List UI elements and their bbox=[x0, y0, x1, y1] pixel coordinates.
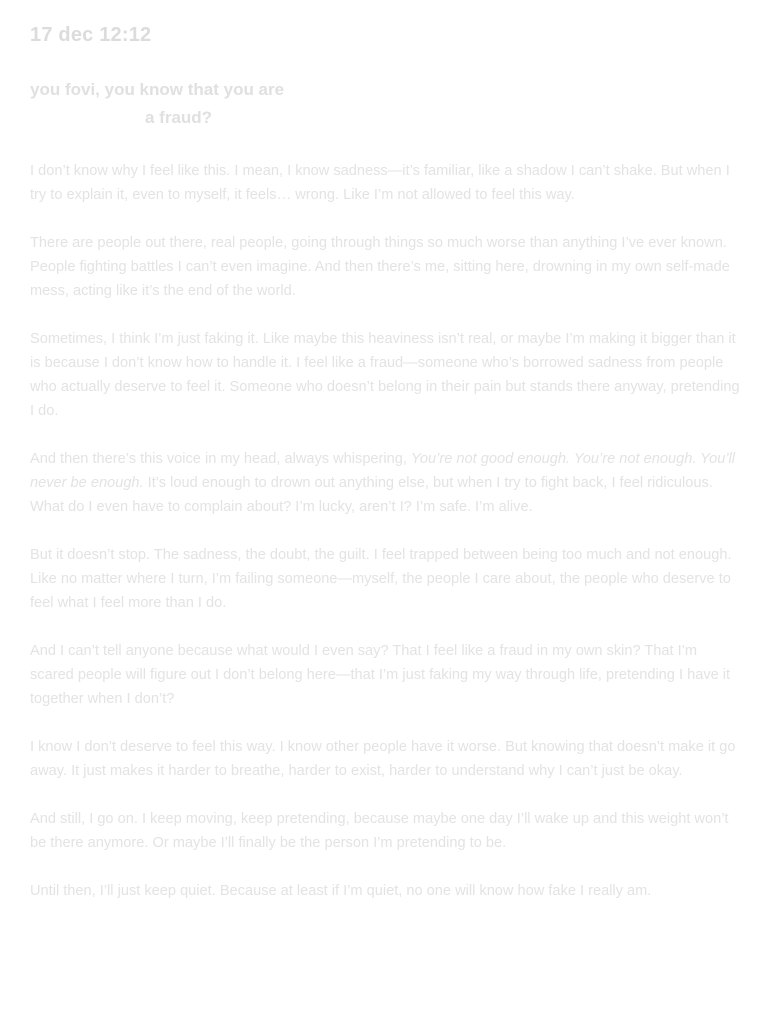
paragraph-4-italic-quote: You’re not good enough. You’re not enough. You’ll never be enough. bbox=[30, 451, 736, 491]
paragraph-6: And I can’t tell anyone because what would I even say? That I feel like a fraud in my own skin? That I’m scared people will figure out I don’t belong here—that I’m just faking my way through life, pretending I have it together when I don’t? bbox=[30, 643, 731, 707]
note-container bbox=[30, 0, 742, 927]
note-body[interactable] bbox=[30, 159, 742, 903]
paragraph-4-text-end: It’s loud enough to drown out anything else, but when I try to fight back, I feel ridiculous. What do I even have to complain about? I’m lucky, aren’t I? I’m safe. I’m alive. bbox=[30, 475, 713, 515]
paragraph-3: Sometimes, I think I’m just faking it. Like maybe this heaviness isn’t real, or maybe I’m making it bigger than it is because I don’t know how to handle it. I feel like a fraud—someone who’s borrowed sadness from people who actually deserve to feel it. Someone who doesn’t belong in their pain but stands there anyway, pretending I do. bbox=[30, 331, 740, 419]
note-title-line-1: you fovi, you know that you are bbox=[30, 80, 285, 99]
paragraph-8: And still, I go on. I keep moving, keep pretending, because maybe one day I’ll wake up and this weight won’t be there anymore. Or maybe I’ll finally be the person I’m pretending to be. bbox=[30, 811, 729, 851]
note-title[interactable] bbox=[30, 76, 742, 132]
note-title-line-2: a fraud? bbox=[145, 108, 213, 127]
paragraph-4 bbox=[30, 447, 742, 519]
paragraph-2: There are people out there, real people, going through things so much worse than anything I’ve ever known. People fighting battles I can’t even imagine. And then there’s me, sitting here, drowning in my own self-made mess, acting like it’s the end of the world. bbox=[30, 235, 730, 299]
paragraph-9: Until then, I’ll just keep quiet. Because at least if I’m quiet, no one will know how fake I really am. bbox=[30, 883, 652, 899]
paragraph-4-text-start: And then there’s this voice in my head, always whispering, bbox=[30, 451, 411, 467]
paragraph-7: I know I don’t deserve to feel this way. I know other people have it worse. But knowing that doesn’t make it go away. It just makes it harder to breathe, harder to exist, harder to understand why I can’t just be okay. bbox=[30, 739, 736, 779]
note-date: 17 dec 12:12 bbox=[30, 24, 152, 46]
paragraph-1: I don’t know why I feel like this. I mean, I know sadness—it’s familiar, like a shadow I can’t shake. But when I try to explain it, even to myself, it feels… wrong. Like I’m not allowed to feel this way. bbox=[30, 163, 730, 203]
paragraph-5: But it doesn’t stop. The sadness, the doubt, the guilt. I feel trapped between being too much and not enough. Like no matter where I turn, I’m failing someone—myself, the people I care about, the people who deserve to feel what I feel more than I do. bbox=[30, 547, 732, 611]
